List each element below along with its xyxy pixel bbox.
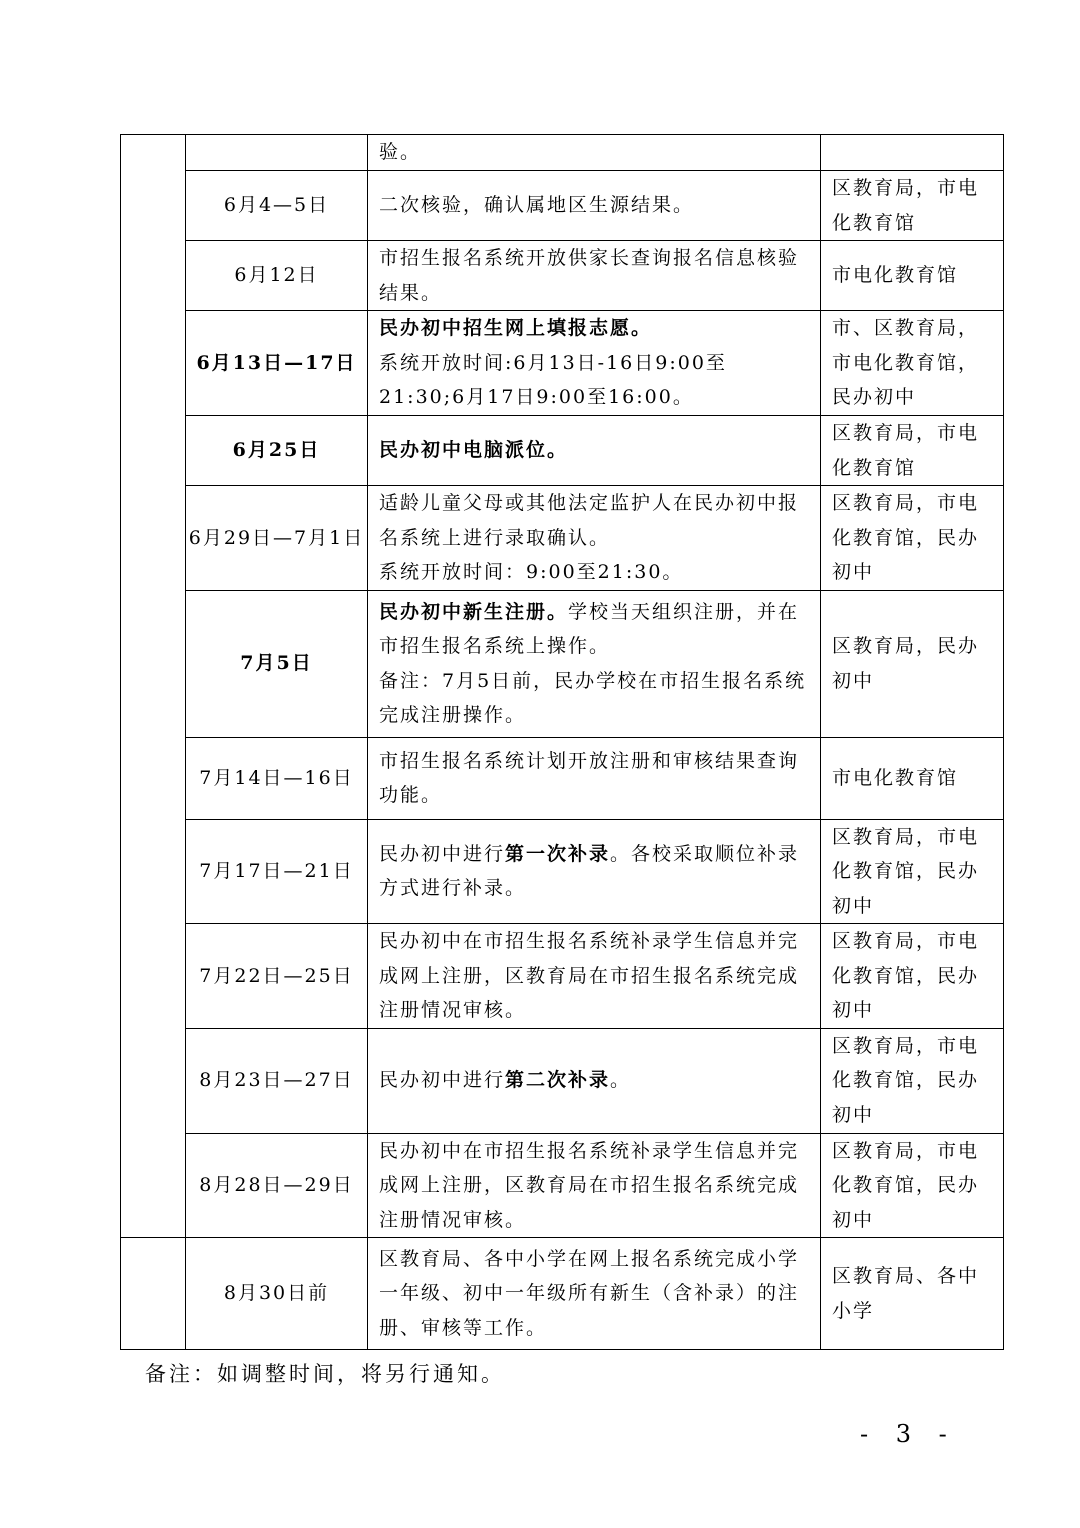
- org-cell: 区教育局，市电化教育馆，民办初中: [821, 486, 1004, 591]
- content-cell: [368, 135, 821, 171]
- date-cell: 7月17日—21日: [186, 819, 368, 924]
- date-cell: 8月23日—27日: [186, 1028, 368, 1133]
- content-line: [379, 924, 810, 1028]
- table-row: [121, 737, 1004, 819]
- stage-cell: [121, 1238, 186, 1350]
- table-row: [121, 1028, 1004, 1133]
- content-text: 备注：7月5日前，民办学校在市招生报名系统完成注册操作。: [379, 669, 807, 726]
- content-text: 民办初中在市招生报名系统补录学生信息并完成网上注册，区教育局在市招生报名系统完成注册情况审核。: [379, 1139, 800, 1231]
- content-cell: [368, 311, 821, 416]
- content-text: 市招生报名系统计划开放注册和审核结果查询功能。: [379, 749, 800, 806]
- footnote: 备注：如调整时间，将另行通知。: [145, 1362, 505, 1386]
- content-line: [379, 1242, 810, 1346]
- content-line: [379, 346, 810, 415]
- date-cell: 6月12日: [186, 241, 368, 311]
- content-line: [379, 1063, 810, 1098]
- content-line: [379, 486, 810, 555]
- org-cell: 区教育局，市电化教育馆，民办初中: [821, 1028, 1004, 1133]
- content-line: [379, 664, 810, 733]
- content-cell: [368, 819, 821, 924]
- date-cell: 6月13日—17日: [186, 311, 368, 416]
- content-text: 。: [610, 1069, 632, 1092]
- content-line: [379, 1134, 810, 1238]
- org-cell: 区教育局，市电化教育馆，民办初中: [821, 1133, 1004, 1238]
- table-row: [121, 819, 1004, 924]
- content-text: 系统开放时间：9:00至21:30。: [379, 561, 684, 583]
- content-text: 系统开放时间:6月13日-16日9:00至21:30;6月17日9:00至16:00。: [379, 351, 727, 409]
- date-cell: 7月5日: [186, 590, 368, 737]
- date-cell: 7月22日—25日: [186, 924, 368, 1029]
- content-line: [379, 241, 810, 310]
- table-row: [121, 135, 1004, 171]
- schedule-table: [120, 134, 1004, 1350]
- table-row: [121, 924, 1004, 1029]
- date-cell: 6月4—5日: [186, 171, 368, 241]
- content-cell: [368, 1028, 821, 1133]
- content-cell: [368, 590, 821, 737]
- date-cell: 6月25日: [186, 416, 368, 486]
- emphasis-text: 民办初中电脑派位。: [379, 439, 569, 462]
- content-line: [379, 837, 810, 906]
- content-text: 民办初中进行: [379, 842, 506, 865]
- content-cell: [368, 486, 821, 591]
- content-text: 民办初中进行: [379, 1069, 506, 1092]
- org-cell: 区教育局，市电化教育馆: [821, 171, 1004, 241]
- org-cell: 区教育局，民办初中: [821, 590, 1004, 737]
- org-cell: 区教育局，市电化教育馆，民办初中: [821, 819, 1004, 924]
- org-cell: 市电化教育馆: [821, 737, 1004, 819]
- content-cell: [368, 241, 821, 311]
- table-row: [121, 311, 1004, 416]
- content-cell: [368, 416, 821, 486]
- content-text: 市招生报名系统开放供家长查询报名信息核验结果。: [379, 247, 800, 304]
- content-cell: [368, 1133, 821, 1238]
- date-cell: 8月30日前: [186, 1238, 368, 1350]
- content-text: 民办初中在市招生报名系统补录学生信息并完成网上注册，区教育局在市招生报名系统完成注册情况审核。: [379, 930, 800, 1021]
- content-cell: [368, 171, 821, 241]
- date-cell: 8月28日—29日: [186, 1133, 368, 1238]
- content-text: 。各校采取顺位补录方式进行补录。: [379, 842, 800, 900]
- org-cell: 区教育局、各中小学: [821, 1238, 1004, 1350]
- org-cell: 市电化教育馆: [821, 241, 1004, 311]
- content-text: 区教育局、各中小学在网上报名系统完成小学一年级、初中一年级所有新生（含补录）的注册、审核等工作。: [379, 1247, 800, 1339]
- org-cell: 区教育局，市电化教育馆: [821, 416, 1004, 486]
- content-cell: [368, 1238, 821, 1350]
- table-row: [121, 590, 1004, 737]
- date-cell: 6月29日—7月1日: [186, 486, 368, 591]
- org-cell: 区教育局，市电化教育馆，民办初中: [821, 924, 1004, 1029]
- table-row: [121, 1133, 1004, 1238]
- stage-cell: [121, 135, 186, 1238]
- emphasis-text: 民办初中招生网上填报志愿。: [379, 317, 653, 340]
- content-line: [379, 595, 810, 664]
- content-cell: [368, 737, 821, 819]
- content-cell: [368, 924, 821, 1029]
- content-text: 适龄儿童父母或其他法定监护人在民办初中报名系统上进行录取确认。: [379, 492, 800, 549]
- table-row: [121, 1238, 1004, 1350]
- content-line: [379, 433, 810, 468]
- table-row: [121, 416, 1004, 486]
- table-row: [121, 171, 1004, 241]
- content-text: 二次核验，确认属地区生源结果。: [379, 194, 695, 217]
- date-cell: [186, 135, 368, 171]
- page-number: - 3 -: [860, 1420, 957, 1448]
- emphasis-text: 第一次补录: [505, 842, 611, 865]
- date-cell: 7月14日—16日: [186, 737, 368, 819]
- content-line: [379, 135, 810, 170]
- content-line: [379, 744, 810, 813]
- table-row: [121, 241, 1004, 311]
- content-line: [379, 555, 810, 590]
- table-row: [121, 486, 1004, 591]
- emphasis-text: 第二次补录: [505, 1069, 611, 1092]
- content-text: 学校当天组织注册，并在市招生报名系统上操作。: [379, 600, 800, 657]
- content-line: [379, 188, 810, 223]
- emphasis-text: 民办初中新生注册。: [379, 600, 569, 623]
- content-text: 验。: [379, 141, 422, 164]
- content-line: [379, 311, 810, 346]
- org-cell: [821, 135, 1004, 171]
- org-cell: 市、区教育局，市电化教育馆，民办初中: [821, 311, 1004, 416]
